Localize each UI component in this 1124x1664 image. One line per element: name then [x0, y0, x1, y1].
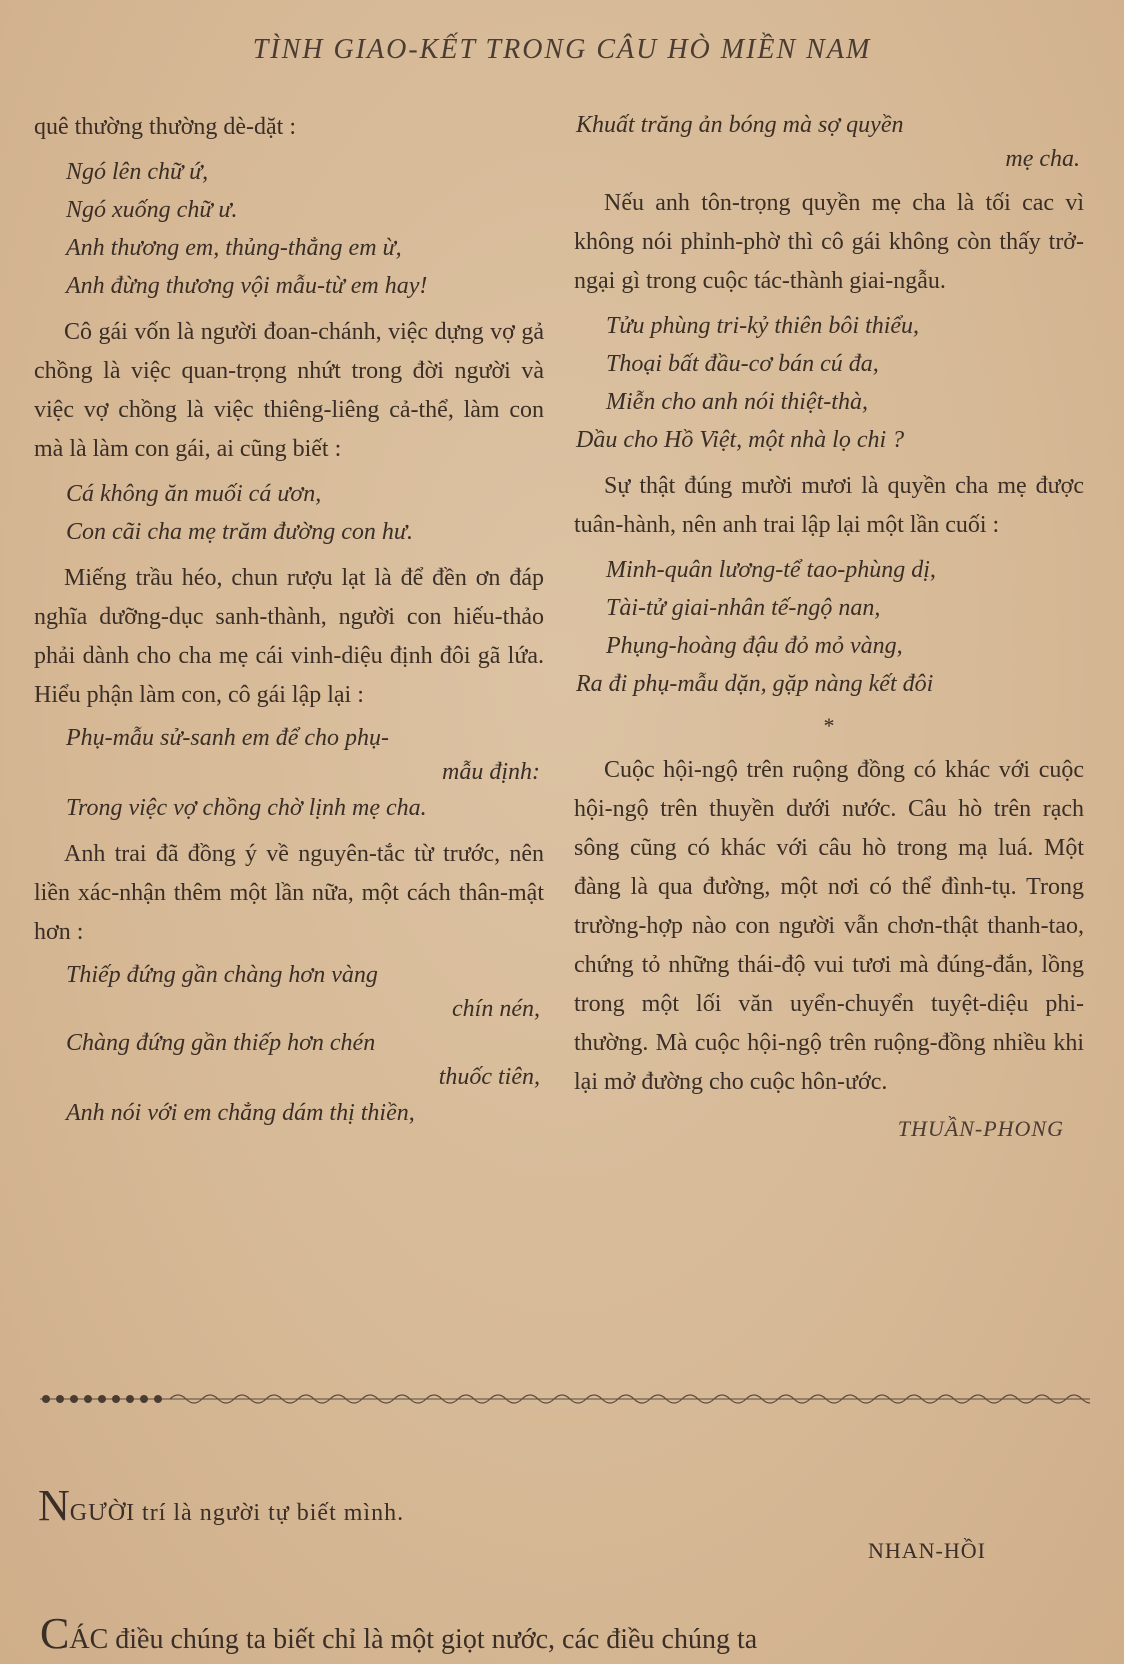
verse-block: [34, 958, 544, 1132]
verse-line: Chàng đứng gần thiếp hơn chén: [66, 1030, 376, 1056]
quote-text: ÁC điều chúng ta biết chỉ là một giọt nước, các điều chúng ta: [69, 1624, 758, 1655]
verse-line: Thoại bất đầu-cơ bán cú đa,: [606, 351, 879, 377]
verse-line: Tài-tử giai-nhân tế-ngộ nan,: [606, 595, 881, 621]
quote-wise-man: [38, 1480, 404, 1531]
verse-line: Khuất trăng ản bóng mà sợ quyền: [576, 112, 904, 138]
verse-line: Con cãi cha mẹ trăm đường con hư.: [66, 519, 413, 545]
verse-block: [574, 108, 1084, 176]
quote-attribution: NHAN-HỒI: [868, 1538, 986, 1563]
verse-line-continuation: thuốc tiên,: [438, 1064, 540, 1090]
article-author: THUẦN-PHONG: [897, 1116, 1064, 1141]
paragraph: Miếng trầu héo, chun rượu lạt là để đền ơn đáp nghĩa dưỡng-dục sanh-thành, người con hiếu-thảo phải dành cho cha mẹ cái vinh-diệu định đôi gã lứa. Hiểu phận làm con, cô gái lập lại :: [34, 565, 544, 708]
verse-block: [34, 721, 544, 827]
verse-line: Anh nói với em chẳng dám thị thiền,: [66, 1100, 415, 1126]
left-column: [34, 108, 544, 1140]
verse-line: Anh đừng thương vội mẫu-từ em hay!: [66, 273, 428, 299]
verse-block: [34, 475, 544, 551]
paragraph: Cuộc hội-ngộ trên ruộng đồng có khác với cuộc hội-ngộ trên thuyền dưới nước. Câu hò trên rạch sông cũng có khác với câu hò trong mạ luá. Một đàng là qua đường, một nơi có thể đình-tụ. Trong trường-hợp nào con người vẫn chơn-thật thanh-tao, chứng tỏ những thái-độ vui tươi mà đúng-đắn, lồng trong một lối văn uyển-chuyển tuyệt-diệu phi-thường. Mà cuộc hội-ngộ trên ruộng-đồng nhiều khi lại mở đường cho cuộc hôn-ước.: [574, 757, 1084, 1095]
verse-line-continuation: mẹ cha.: [1005, 146, 1080, 172]
ornament-border-graphic: [40, 1390, 1090, 1408]
verse-block: [574, 551, 1084, 703]
verse-line: Phụ-mẫu sử-sanh em để cho phụ-: [66, 725, 390, 751]
quote-text: GƯỜI trí là người tự biết mình.: [69, 1500, 405, 1526]
right-column: [574, 108, 1084, 1142]
verse-line: Tửu phùng tri-kỷ thiên bôi thiểu,: [606, 313, 920, 339]
verse-block: [574, 307, 1084, 459]
verse-line: Ngó xuống chữ ư.: [66, 197, 238, 223]
verse-line: Anh thương em, thủng-thẳng em ừ,: [66, 235, 402, 261]
section-separator: *: [823, 713, 835, 738]
paragraph: Nếu anh tôn-trọng quyền mẹ cha là tối cac vì không nói phỉnh-phờ thì cô gái không còn thấy trở-ngại gì trong cuộc tác-thành giai-ngẫu.: [574, 190, 1084, 294]
verse-line: Thiếp đứng gần chàng hơn vàng: [66, 962, 378, 988]
quote-initial: C: [40, 1609, 70, 1658]
running-header: TÌNH GIAO-KẾT TRONG CÂU HÒ MIỀN NAM: [252, 34, 872, 65]
verse-block: [34, 153, 544, 305]
paragraph: quê thường thường dè-dặt :: [34, 114, 297, 140]
verse-line-continuation: mẫu định:: [442, 759, 540, 785]
paragraph: Anh trai đã đồng ý về nguyên-tắc từ trước, nên liền xác-nhận thêm một lần nữa, một cách thân-mật hơn :: [34, 841, 544, 945]
verse-line: Minh-quân lương-tể tao-phùng dị,: [606, 557, 936, 583]
paragraph: Sự thật đúng mười mươi là quyền cha mẹ được tuân-hành, nên anh trai lập lại một lần cuối :: [574, 473, 1084, 538]
quote-knowledge: [40, 1608, 1100, 1659]
paragraph: Cô gái vốn là người đoan-chánh, việc dựng vợ gả chồng là việc quan-trọng nhứt trong đời người và việc vợ chồng là việc thiêng-liêng cả-thể, làm con mà là làm con gái, ai cũng biết :: [34, 319, 544, 462]
verse-line: Phụng-hoàng đậu đỏ mỏ vàng,: [606, 633, 903, 659]
quote-initial: N: [38, 1481, 70, 1530]
verse-line: Miễn cho anh nói thiệt-thà,: [606, 389, 868, 415]
verse-line: Trong việc vợ chồng chờ lịnh mẹ cha.: [66, 795, 427, 821]
verse-line: Ngó lên chữ ứ,: [66, 159, 209, 185]
verse-line: Dầu cho Hồ Việt, một nhà lọ chi ?: [576, 427, 905, 453]
verse-line: Cá không ăn muối cá ươn,: [66, 481, 322, 507]
verse-line-continuation: chín nén,: [452, 996, 540, 1022]
verse-line: Ra đi phụ-mẫu dặn, gặp nàng kết đôi: [576, 671, 934, 697]
ornamental-divider: [40, 1390, 1090, 1408]
